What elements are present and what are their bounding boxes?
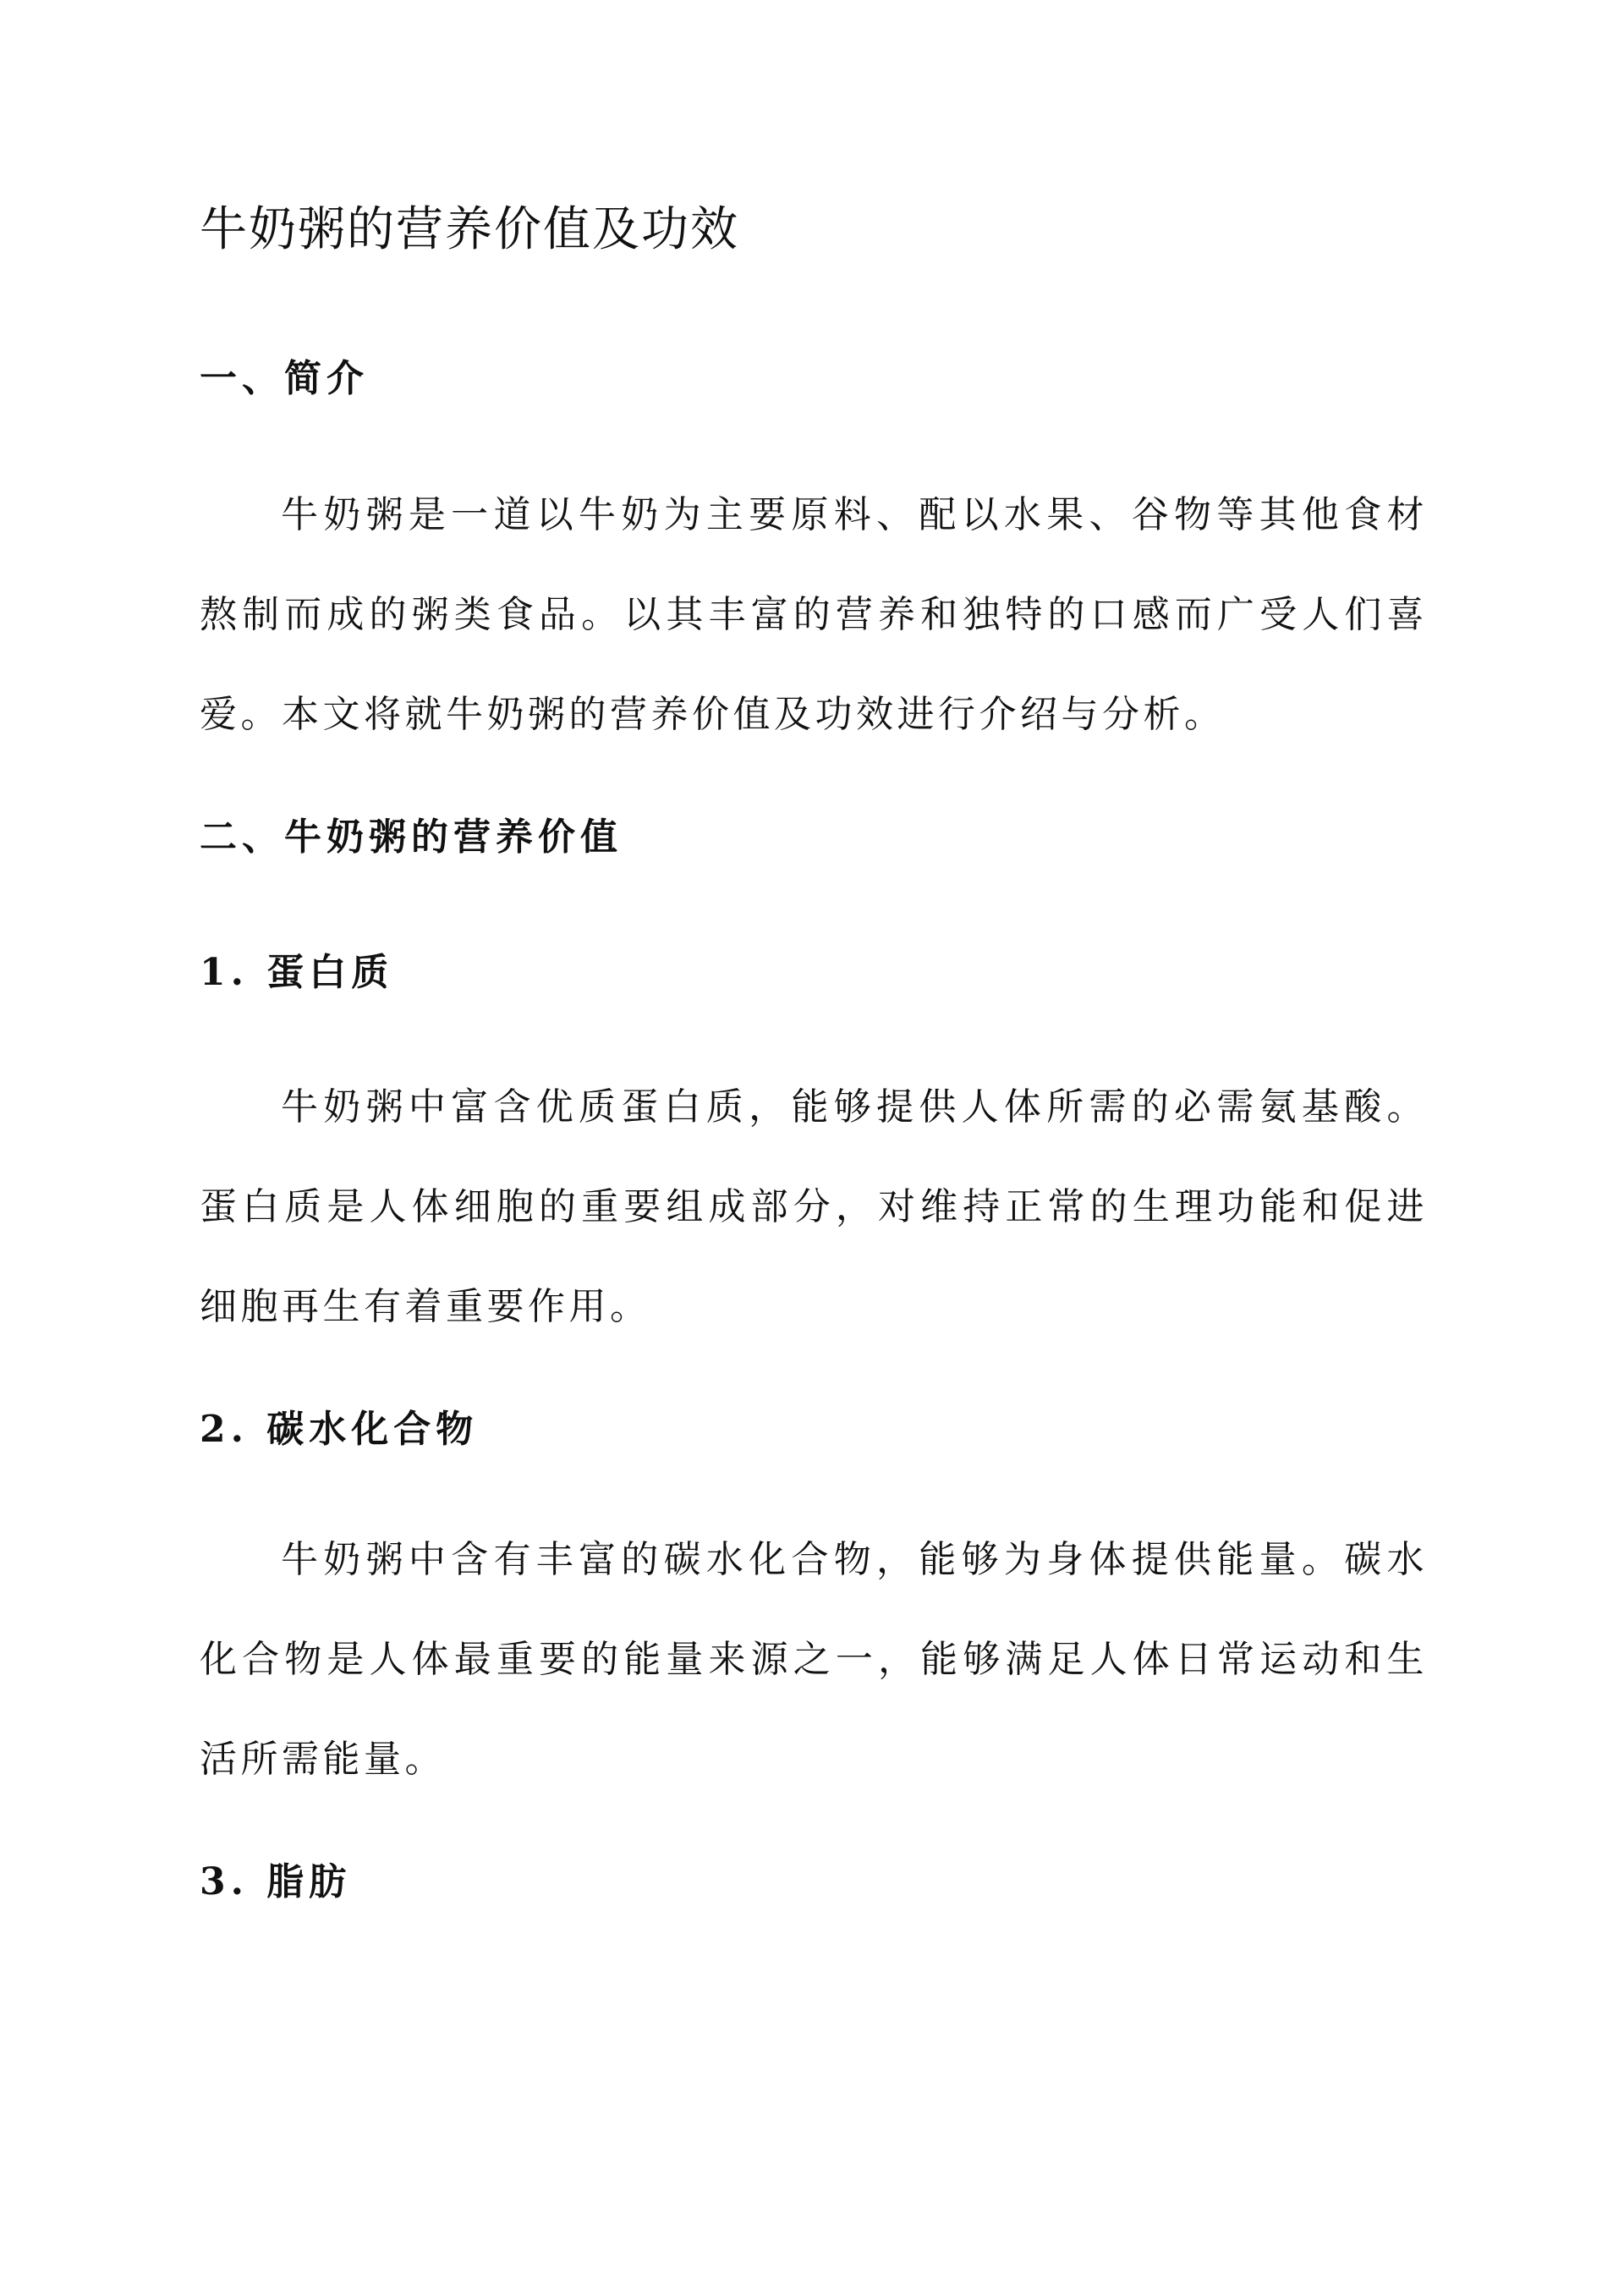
intro-paragraph: 牛奶粥是一道以牛奶为主要原料、配以水果、谷物等其他食材熬制而成的粥类食品。以其丰富的营养和独特的口感而广受人们喜爱。本文将就牛奶粥的营养价值及功效进行介绍与分析。 <box>200 493 1428 736</box>
subheading-carbohydrate: 2. 碳水化合物 <box>200 1408 479 1451</box>
subheading-fat: 3. 脂肪 <box>200 1860 352 1903</box>
section-heading-nutrition: 二、牛奶粥的营养价值 <box>200 816 623 859</box>
document-title: 牛奶粥的营养价值及功效 <box>200 202 739 257</box>
subheading-protein: 1. 蛋白质 <box>200 951 394 994</box>
carbohydrate-paragraph: 牛奶粥中含有丰富的碳水化合物，能够为身体提供能量。碳水化合物是人体最重要的能量来源之一，能够满足人体日常运动和生活所需能量。 <box>200 1538 1428 1781</box>
section-heading-intro: 一、简介 <box>200 357 369 400</box>
protein-paragraph: 牛奶粥中富含优质蛋白质，能够提供人体所需的必需氨基酸。蛋白质是人体细胞的重要组成部分，对维持正常的生理功能和促进细胞再生有着重要作用。 <box>200 1085 1428 1328</box>
